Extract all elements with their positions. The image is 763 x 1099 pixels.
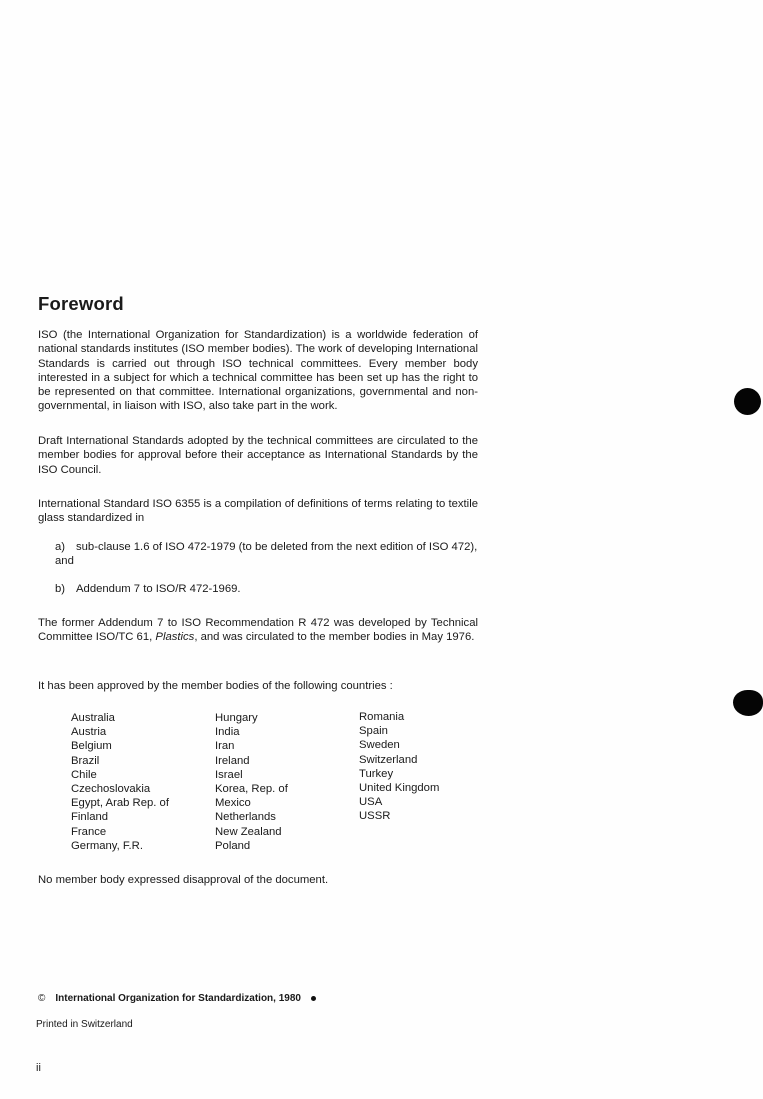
country-name: Egypt, Arab Rep. of (71, 797, 169, 810)
page-title: Foreword (38, 293, 124, 314)
list-item-label: a) (55, 541, 66, 553)
country-name: Poland (215, 839, 251, 852)
country-name: Iran (215, 740, 235, 753)
country-name: Switzerland (359, 753, 418, 766)
country-name: Romania (359, 711, 405, 723)
approval-intro: It has been approved by the member bodies of the following countries : (38, 680, 393, 692)
list-item-text: sub-clause 1.6 of ISO 472-1979 (to be deleted from the next edition of ISO 472), and (55, 541, 478, 568)
country-name: New Zealand (215, 825, 282, 838)
country-name: Sweden (359, 739, 400, 752)
country-name: Ireland (215, 754, 250, 767)
country-name: United Kingdom (359, 782, 440, 795)
punch-hole-icon (733, 690, 763, 716)
country-name: France (71, 825, 107, 838)
former-addendum-text: The former Addendum 7 to ISO Recommendation R 472 was developed by Technical Committee ISO/TC 61, (38, 617, 478, 644)
country-name: Czechoslovakia (71, 783, 151, 796)
country-name: Mexico (215, 797, 251, 810)
country-name: Hungary (215, 712, 258, 724)
copyright-symbol: © (38, 993, 46, 1004)
paragraph-compilation (38, 497, 478, 526)
country-name: USA (359, 796, 383, 809)
paragraph-former-addendum (38, 616, 478, 645)
countries-column-1 (71, 711, 169, 853)
country-name: Chile (71, 768, 97, 781)
page-number: ii (36, 1062, 41, 1074)
compilation-text: International Standard ISO 6355 is a compilation of definitions of terms relating to textile glass standardized in (38, 498, 478, 525)
country-name: Austria (71, 726, 107, 739)
disapproval-note: No member body expressed disapproval of the document. (38, 874, 329, 886)
countries-column-3 (359, 710, 439, 824)
copyright-line (38, 993, 316, 1004)
copyright-text: International Organization for Standardization, 1980 (55, 993, 301, 1004)
paragraph-iso-intro: ISO (the International Organization for Standardization) is a worldwide federation of national standards institutes (ISO member bodies). The work of developing International Standards is carried out through ISO technical committees. Every member body interested in a subject for which a technical committee has been set up has the right to be represented on that committee. International organizations, governmental and non-governmental, in liaison with ISO, also take part in the work. (38, 329, 478, 413)
list-item-text: Addendum 7 to ISO/R 472-1969. (76, 583, 241, 595)
former-addendum-text-end: , and was circulated to the member bodies in May 1976. (194, 631, 475, 644)
country-name: Belgium (71, 740, 112, 753)
country-name: Israel (215, 768, 243, 781)
country-name: Germany, F.R. (71, 839, 143, 852)
country-name: India (215, 726, 240, 739)
list-item (55, 540, 480, 569)
country-name: Australia (71, 712, 115, 724)
paragraph-draft-standards: Draft International Standards adopted by the technical committees are circulated to the member bodies for approval before their acceptance as International Standards by the ISO Council. (38, 435, 478, 476)
country-name: Brazil (71, 754, 100, 767)
country-name: USSR (359, 810, 391, 823)
list-item-label: b) (55, 583, 66, 595)
countries-column-2 (215, 711, 288, 853)
country-name: Turkey (359, 767, 394, 780)
country-name: Finland (71, 811, 109, 824)
punch-hole-icon (734, 388, 761, 415)
list-item (55, 582, 480, 596)
committee-name: Plastics (155, 631, 195, 644)
country-name: Netherlands (215, 811, 276, 824)
country-name: Spain (359, 725, 388, 738)
bullet-dot-icon (311, 996, 316, 1001)
country-name: Korea, Rep. of (215, 783, 288, 796)
printed-in: Printed in Switzerland (36, 1019, 133, 1030)
